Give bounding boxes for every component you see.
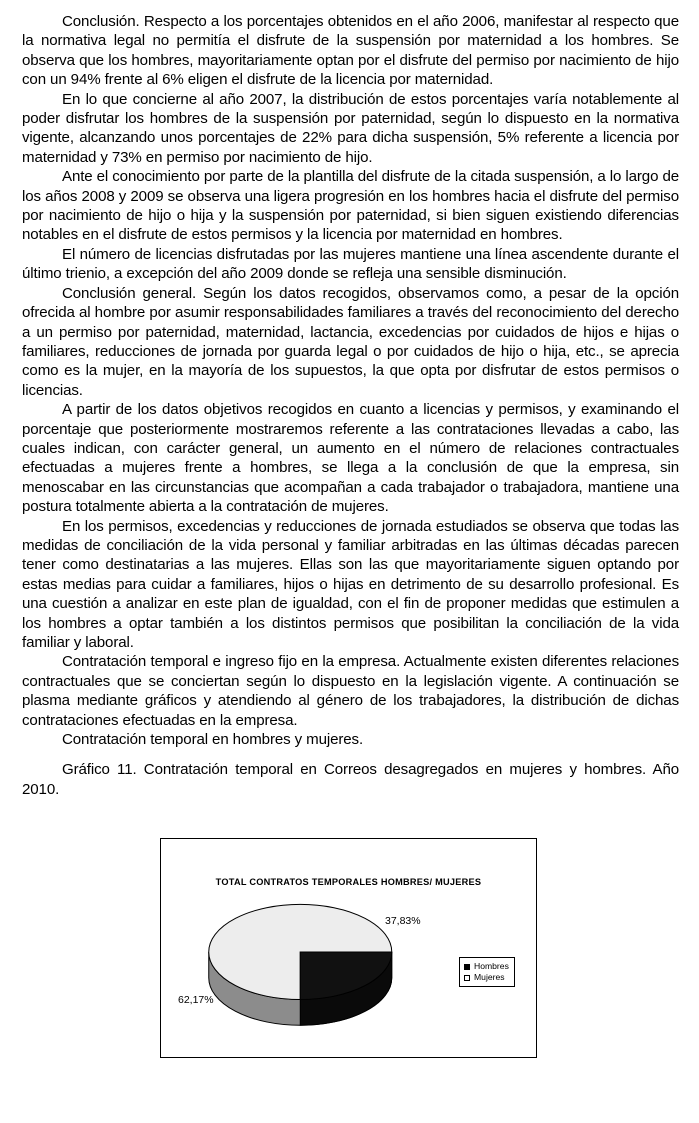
paragraph: Conclusión general. Según los datos recogidos, observamos como, a pesar de la opción ofrecida al hombre por asumir responsabilidades familiares a través del reconocimiento del derecho a un permiso por paternidad, maternidad, lactancia, excedencias por cuidados de hijos e hijas o familiares, reducciones de jornada por guarda legal o por cuidados de hijo o hija, etc., se aprecia como es la mujer, en la mayoría de los supuestos, la que opta por disfrutar de estos permisos o licencias. — [22, 284, 679, 399]
figure-caption: Gráfico 11. Contratación temporal en Correos desagregados en mujeres y hombres. Año 2010. — [22, 761, 679, 798]
paragraph: A partir de los datos objetivos recogidos en cuanto a licencias y permisos, y examinando el porcentaje que posteriormente mostraremos referente a las contrataciones llevadas a cabo, las cuales indican, con carácter general, un aumento en el número de relaciones contractuales efectuadas a mujeres frente a hombres, se llega a la conclusión de que la empresa, sin menoscabar en las circunstancias que acompañan a cada trabajador o trabajadora, mantiene una postura totalmente abierta a la contratación de mujeres. — [22, 401, 679, 516]
pie-label-hombres: 37,83% — [385, 915, 421, 927]
paragraph-subheading: Contratación temporal en hombres y mujeres. — [62, 731, 364, 749]
legend-label: Mujeres — [474, 972, 505, 982]
legend-swatch-icon — [464, 964, 470, 970]
chart-legend — [459, 957, 515, 987]
chart-figure — [160, 838, 537, 1058]
legend-label: Hombres — [474, 961, 509, 971]
paragraph: Contratación temporal e ingreso fijo en la empresa. Actualmente existen diferentes relaciones contractuales que se conciertan según lo dispuesto en la legislación vigente. A continuación se plasma mediante gráficos y atendiendo al género de los trabajadores, la distribución de dichas contrataciones efectuadas en la empresa. — [22, 653, 679, 729]
chart-title: TOTAL CONTRATOS TEMPORALES HOMBRES/ MUJERES — [215, 877, 482, 887]
legend-swatch-icon — [464, 975, 470, 981]
document-body — [22, 12, 679, 799]
legend-item-hombres — [464, 961, 509, 972]
paragraph: Ante el conocimiento por parte de la plantilla del disfrute de la citada suspensión, a lo largo de los años 2008 y 2009 se observa una ligera progresión en los hombres hacia el disfrute del permiso por nacimiento de hijo o hija y la suspensión por paternidad, si bien siguen existiendo diferencias notables en el disfrute de estos permisos y la licencia por maternidad en hombres. — [22, 168, 679, 244]
paragraph: Conclusión. Respecto a los porcentajes obtenidos en el año 2006, manifestar al respecto que la normativa legal no permitía el disfrute de la suspensión por maternidad a los hombres. Se observa que los hombres, mayoritariamente optan por el disfrute del permiso por nacimiento de hijo con un 94% frente al 6% eligen el disfrute de la licencia por maternidad. — [22, 13, 679, 89]
paragraph: En lo que concierne al año 2007, la distribución de estos porcentajes varía notablemente al poder disfrutar los hombres de la suspensión por paternidad, según lo dispuesto en la normativa vigente, alcanzando unos porcentajes de 22% para dicha suspensión, 5% referente a licencia por maternidad y 73% en permiso por nacimiento de hijo. — [22, 90, 679, 166]
paragraph: El número de licencias disfrutadas por las mujeres mantiene una línea ascendente durante el último trienio, a excepción del año 2009 donde se refleja una sensible disminución. — [22, 245, 679, 283]
legend-item-mujeres — [464, 972, 509, 983]
pie-chart-graphic — [161, 839, 536, 1057]
paragraph: En los permisos, excedencias y reducciones de jornada estudiados se observa que todas las medidas de conciliación de la vida personal y familiar arbitradas en las últimas décadas parecen tener como destinatarias a las mujeres. Ellas son las que mayoritariamente siguen optando por estas medias para cuidar a familiares, hijos o hijas en detrimento de su desarrollo profesional. Es una cuestión a analizar en este plan de igualdad, con el fin de proponer medidas que estimulen a los hombres a optar también a los distintos permisos que posibilitan la conciliación de la vida familiar y laboral. — [22, 517, 679, 651]
pie-label-mujeres: 62,17% — [178, 994, 214, 1006]
